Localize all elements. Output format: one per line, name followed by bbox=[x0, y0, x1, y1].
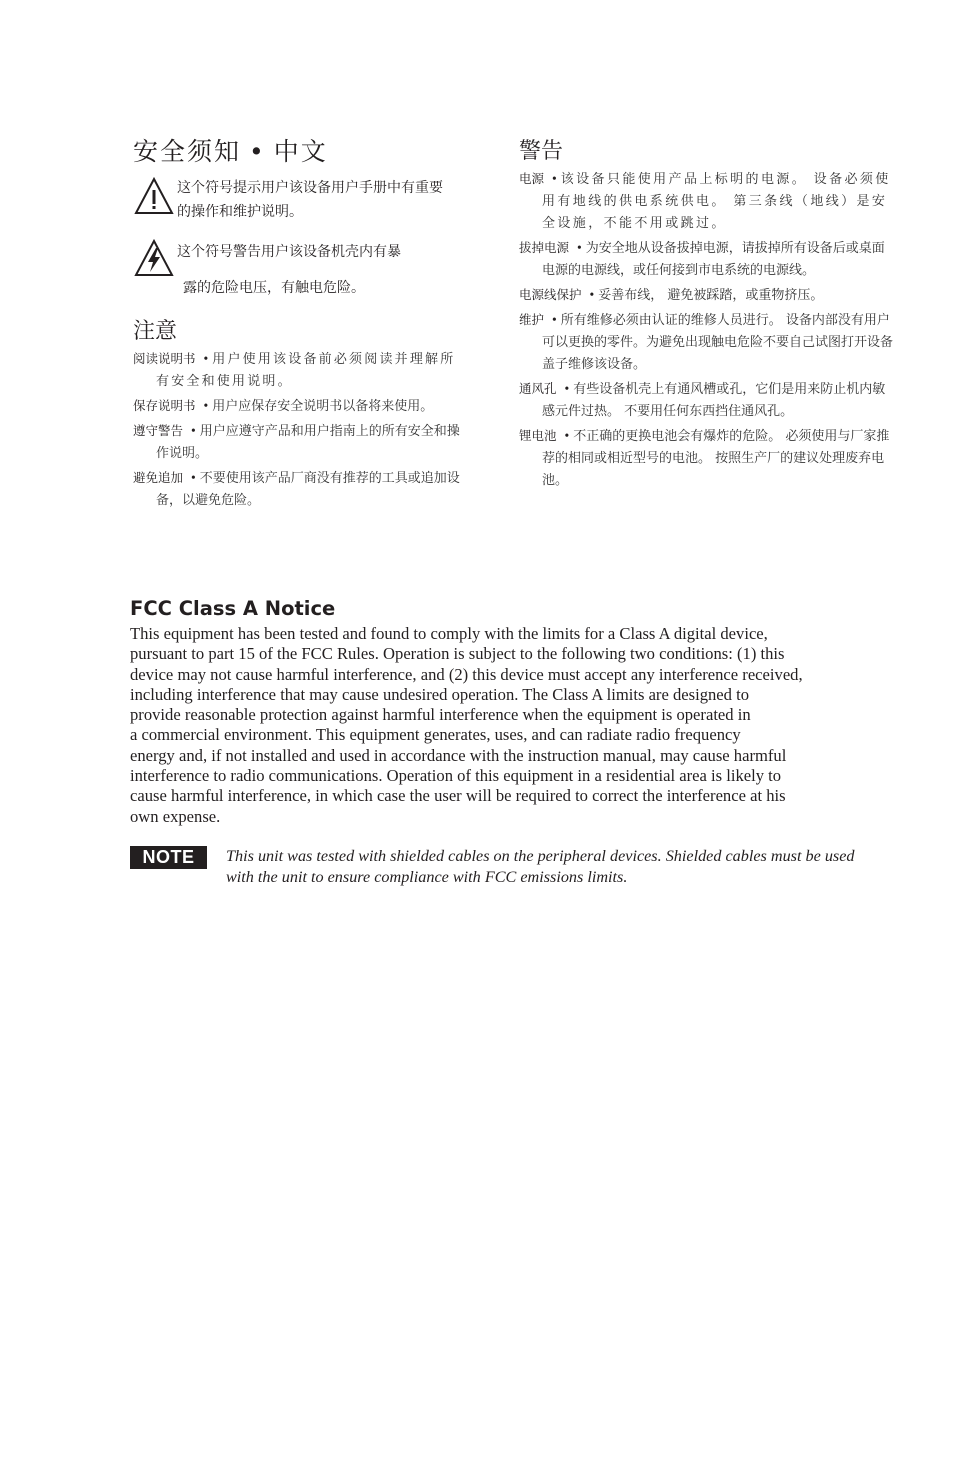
item-bullet: • bbox=[552, 171, 557, 186]
fcc-line: a commercial environment. This equipment generates, uses, and can radiate radio frequency bbox=[130, 725, 741, 745]
attention-title: 注意 bbox=[133, 319, 178, 344]
list-item bbox=[519, 237, 894, 281]
item-body: 妥善布线， 避免被踩踏，或重物挤压。 bbox=[598, 288, 824, 303]
item-term: 锂电池 bbox=[519, 428, 557, 443]
item-bullet: • bbox=[203, 398, 209, 413]
list-item bbox=[519, 284, 894, 306]
note-block bbox=[130, 846, 890, 888]
item-body: 为安全地从设备拔掉电源，请拔掉所有设备后或桌面电源的电源线，或任何接到市电系统的电源线。 bbox=[542, 241, 885, 278]
fcc-line: including interference that may cause undesired operation. The Class A limits are designed to bbox=[130, 684, 750, 704]
item-body: 用户应遵守产品和用户指南上的所有安全和操作说明。 bbox=[156, 424, 460, 461]
item-body: 不正确的更换电池会有爆炸的危险。 必须使用与厂家推荐的相同或相近型号的电池。 按照生产厂的建议处理废弃电池。 bbox=[542, 429, 890, 488]
note-badge: NOTE bbox=[130, 846, 207, 869]
fcc-paragraph bbox=[130, 624, 890, 827]
item-body: 不要使用该产品厂商没有推荐的工具或追加设备，以避免危险。 bbox=[156, 471, 460, 508]
item-term: 阅读说明书 bbox=[133, 351, 196, 366]
item-body: 用户应保存安全说明书以备将来使用。 bbox=[212, 399, 434, 414]
exclamation-triangle-icon bbox=[133, 176, 177, 221]
language-label: 中文 bbox=[273, 137, 328, 166]
list-item bbox=[133, 420, 468, 464]
safety-title bbox=[133, 134, 468, 170]
item-term: 避免追加 bbox=[133, 470, 184, 485]
item-term: 拔掉电源 bbox=[519, 240, 570, 255]
item-body: 用户使用该设备前必须阅读并理解所有安全和使用说明。 bbox=[156, 352, 456, 389]
item-term: 维护 bbox=[519, 312, 545, 327]
item-body: 有些设备机壳上有通风槽或孔，它们是用来防止机内敏感元件过热。 不要用任何东西挡住通风孔。 bbox=[542, 382, 886, 419]
list-item bbox=[133, 348, 468, 392]
item-term: 电源 bbox=[519, 171, 545, 186]
item-bullet: • bbox=[564, 428, 570, 443]
fcc-line: This equipment has been tested and found to comply with the limits for a Class A digital device, bbox=[130, 624, 768, 643]
item-term: 遵守警告 bbox=[133, 423, 184, 438]
item-term: 保存说明书 bbox=[133, 398, 196, 413]
item-bullet: • bbox=[552, 312, 557, 327]
safety-right-column bbox=[519, 138, 894, 494]
symbol-explanation-2 bbox=[133, 238, 468, 306]
list-item bbox=[519, 425, 894, 491]
item-bullet: • bbox=[203, 351, 209, 366]
safety-title-text: 安全须知 bbox=[133, 137, 242, 166]
item-body: 所有维修必须由认证的维修人员进行。 设备内部没有用户可以更换的零件。为避免出现触电危险不要自己试图打开设备盖子维修该设备。 bbox=[542, 313, 894, 372]
list-item bbox=[519, 378, 894, 422]
symbol1-description: 这个符号提示用户该设备用户手册中有重要的操作和维护说明。 bbox=[177, 180, 443, 220]
note-line: with the unit to ensure compliance with FCC emissions limits. bbox=[226, 868, 628, 886]
warning-list bbox=[519, 168, 894, 491]
fcc-notice bbox=[130, 595, 890, 827]
list-item bbox=[519, 168, 894, 234]
fcc-line: energy and, if not installed and used in accordance with the instruction manual, may cause harmful bbox=[130, 745, 787, 765]
warning-title: 警告 bbox=[519, 139, 564, 164]
list-item bbox=[519, 309, 894, 375]
note-line: This unit was tested with shielded cables on the peripheral devices. Shielded cables must be used bbox=[226, 847, 855, 865]
attention-list bbox=[133, 348, 468, 511]
item-bullet: • bbox=[577, 240, 582, 255]
fcc-title: FCC Class A Notice bbox=[130, 597, 336, 620]
symbol-explanation-1 bbox=[133, 176, 468, 224]
item-term: 电源线保护 bbox=[519, 287, 582, 302]
safety-left-column bbox=[133, 134, 468, 514]
item-bullet: • bbox=[191, 423, 196, 438]
fcc-line: provide reasonable protection against harmful interference when the equipment is operated in bbox=[130, 705, 751, 725]
list-item bbox=[133, 467, 468, 511]
symbol2-line1: 这个符号警告用户该设备机壳内有暴 bbox=[177, 244, 401, 260]
symbol2-description bbox=[177, 234, 401, 306]
title-bullet: • bbox=[249, 137, 266, 166]
fcc-line: device may not cause harmful interference, and (2) this device must accept any interference received, bbox=[130, 664, 803, 684]
lightning-triangle-icon bbox=[133, 238, 177, 283]
list-item bbox=[133, 395, 468, 417]
item-bullet: • bbox=[564, 381, 570, 396]
item-bullet: • bbox=[191, 470, 196, 485]
item-body: 该设备只能使用产品上标明的电源。 设备必须使用有地线的供电系统供电。 第三条线（地线）是安全设施，不能不用或跳过。 bbox=[542, 172, 891, 231]
item-bullet: • bbox=[589, 287, 595, 302]
symbol2-line2: 露的危险电压，有触电危险。 bbox=[183, 280, 365, 296]
item-term: 通风孔 bbox=[519, 381, 557, 396]
fcc-line: own expense. bbox=[130, 806, 221, 826]
fcc-line: interference to radio communications. Operation of this equipment in a residential area is likely to bbox=[130, 766, 782, 786]
fcc-line: cause harmful interference, in which case the user will be required to correct the interference at his bbox=[130, 786, 786, 806]
fcc-line: pursuant to part 15 of the FCC Rules. Operation is subject to the following two conditions: (1) this bbox=[130, 644, 785, 664]
note-text bbox=[226, 846, 855, 888]
